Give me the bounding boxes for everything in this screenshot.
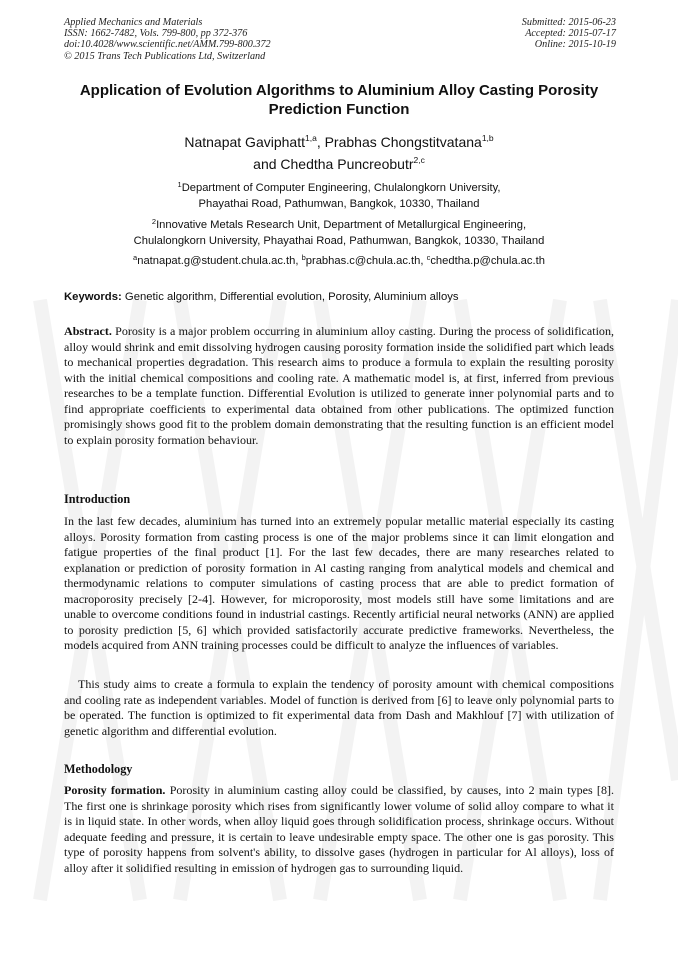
email-superscript: a — [133, 253, 138, 262]
affiliation-line — [60, 181, 618, 197]
affiliation-superscript: 1 — [177, 180, 182, 189]
author-conjunction: and — [253, 156, 281, 172]
affiliation-text: Department of Computer Engineering, Chulalongkorn University, — [181, 182, 501, 194]
keywords-text: Genetic algorithm, Differential evolution, Porosity, Aluminium alloys — [121, 291, 459, 303]
author-line-1 — [60, 131, 618, 153]
email-address: chedtha.p@chula.ac.th — [430, 255, 545, 267]
copyright-line: © 2015 Trans Tech Publications Ltd, Switzerland — [64, 50, 266, 62]
methodology-text: Porosity in aluminium casting alloy could be classified, by causes, into 2 main types [8]. The first one is shrinkage porosity which rises from significantly lower volume of solid alloy compare to what it is in liquid state. In other words, when alloy liquid goes through solidification process, shrinkage occurs. Without adequate feeding and pressure, it is certain to leave undesirable empty space. The other one is gas porosity. This type of porosity happens from solvent's ability, to dissolve gases (hydrogen in particular for Al alloys), loss of alloy after it solidified resulting in emission of hydrogen gas to surrounding liquid. — [64, 783, 614, 875]
methodology-paragraph-1 — [64, 783, 614, 876]
affiliation-text: Innovative Metals Research Unit, Department of Metallurgical Engineering, — [156, 219, 527, 231]
keywords — [64, 290, 616, 305]
email-address: prabhas.c@chula.ac.th, — [305, 255, 427, 267]
online-date: Online: 2015-10-19 — [534, 39, 616, 51]
publication-dates — [522, 17, 616, 51]
author-name: Chedtha Puncreobutr — [280, 156, 414, 172]
submitted-date: Submitted: 2015-06-23 — [521, 17, 616, 28]
affiliation-line — [60, 218, 618, 234]
methodology-heading: Methodology — [64, 762, 133, 776]
introduction-paragraph-1: In the last few decades, aluminium has turned into an extremely popular metallic material especially its casting alloys. Porosity formation from casting process is one of the major problems since it can limit elongation and fatigue properties of the final product [1]. For the last few decades, there are many researches related to explanation or prediction of porosity formation in Al casting ranging from analytical models and chemical and thermodynamic relations to computer simulations of casting process that are able to predict formation of macroporosity precisely [2-4]. However, for microporosity, most models still have some limitations and are unable to overcome conditions found in industrial castings. Recently artificial neural networks (ANN) are applied to porosity prediction [5, 6] which provided satisfactorily accurate predictive frameworks. Nevertheless, the models acquired from ANN training processes could be difficult to analyze the influences of variables. — [64, 514, 614, 652]
journal-name: Applied Mechanics and Materials — [64, 17, 203, 28]
keywords-label: Keywords: — [64, 291, 122, 303]
email-superscript: b — [301, 253, 306, 262]
accepted-date: Accepted: 2015-07-17 — [525, 28, 616, 40]
doi-line: doi:10.4028/www.scientific.net/AMM.799-800.372 — [64, 39, 271, 51]
affiliation-line: Phayathai Road, Pathumwan, Bangkok, 10330, Thailand — [198, 197, 480, 210]
abstract — [64, 324, 614, 448]
affiliation-2 — [60, 218, 618, 249]
email-superscript: c — [426, 253, 431, 262]
affiliation-superscript: 2 — [151, 217, 157, 226]
email-address: natnapat.g@student.chula.ac.th, — [137, 255, 302, 267]
affiliation-line: Chulalongkorn University, Phayathai Road, Pathumwan, Bangkok, 10330, Thailand — [133, 234, 545, 247]
affiliation-1 — [60, 181, 618, 212]
author-superscript: 2,c — [413, 155, 425, 165]
author-separator: , — [316, 134, 325, 150]
author-superscript: 1,b — [481, 133, 494, 143]
paper-title: Application of Evolution Algorithms to Aluminium Alloy Casting Porosity Prediction Function — [79, 82, 599, 118]
author-superscript: 1,a — [304, 133, 317, 143]
author-emails — [60, 254, 618, 270]
porosity-formation-label: Porosity formation. — [64, 783, 166, 797]
author-name: Natnapat Gaviphatt — [184, 134, 305, 150]
abstract-label: Abstract. — [64, 324, 112, 338]
introduction-heading: Introduction — [64, 492, 131, 506]
issn-line: ISSN: 1662-7482, Vols. 799-800, pp 372-376 — [64, 28, 248, 40]
author-line-2 — [60, 153, 618, 175]
abstract-text: Porosity is a major problem occurring in aluminium alloy casting. During the process of solidification, alloy would shrink and emit dissolving hydrogen causing porosity formation inside the solidified part which leads to mechanical properties degradation. This research aims to produce a formula to explain the resulting porosity with the initial chemical compositions and cooling rate. A mathematic model is, at first, inferred from previous researches to be a template function. Differential Evolution is utilized to generate inner polynomial parts and to find appropriate coefficients to experimental data obtained from other publications. The optimized function promisingly shows good fit to the problem domain demonstrating that the resulting function is an efficient model to explain porosity formation behaviour. — [64, 324, 614, 447]
author-name: Prabhas Chongstitvatana — [324, 134, 482, 150]
journal-info — [64, 17, 271, 62]
author-list — [60, 131, 618, 175]
introduction-paragraph-2: This study aims to create a formula to explain the tendency of porosity amount with chemical compositions and cooling rate as independent variables. Model of function is derived from [6] to leave only polynomial parts to be operated. The function is optimized to fit experimental data from Dash and Makhlouf [7] with utilization of genetic algorithm and differential evolution. — [64, 677, 614, 738]
